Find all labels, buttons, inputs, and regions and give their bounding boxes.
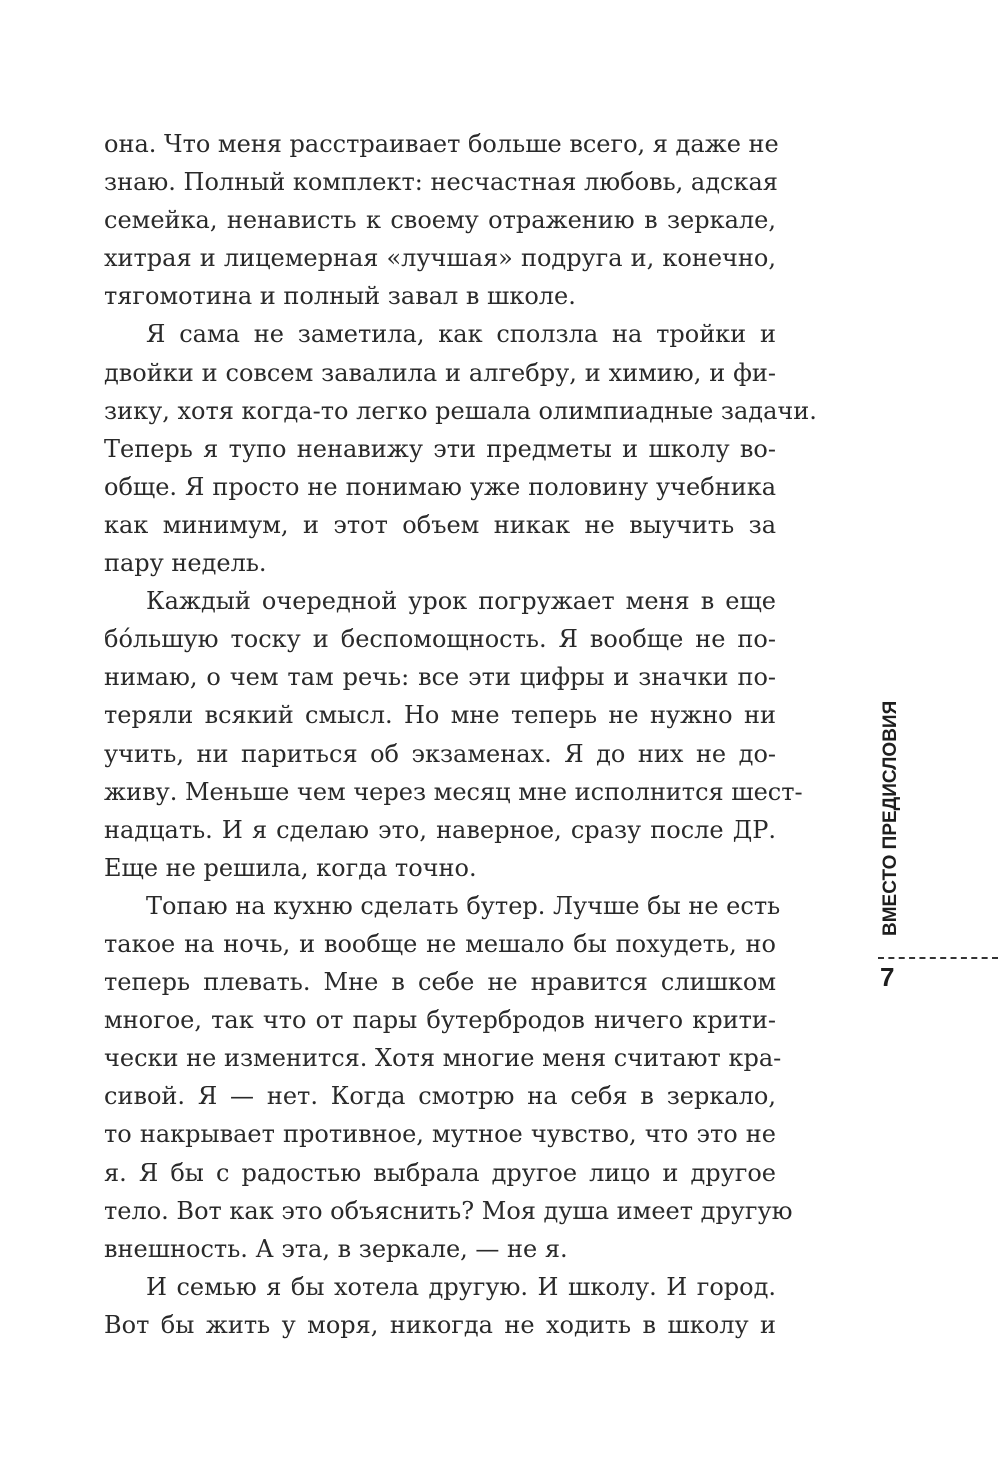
page-number: 7 — [880, 962, 895, 992]
text-line: я. Я бы с радостью выбрала другое лицо и другое — [104, 1158, 776, 1187]
text-line: И семью я бы хотела другую. И школу. И город. — [146, 1272, 776, 1301]
running-head-divider — [878, 957, 998, 959]
text-line: теперь плевать. Мне в себе не нравится слишком — [104, 968, 776, 997]
text-line: обще. Я просто не понимаю уже половину учебника — [104, 472, 776, 501]
paragraph — [104, 315, 817, 582]
running-head — [880, 700, 902, 936]
text-line: сивой. Я — нет. Когда смотрю на себя в зеркало, — [104, 1082, 776, 1111]
text-line: двойки и совсем завалила и алгебру, и химию, и фи- — [104, 358, 776, 387]
text-line: такое на ночь, и вообще не мешало бы похудеть, но — [104, 929, 776, 958]
text-line: учить, ни париться об экзаменах. Я до них не до- — [104, 739, 776, 768]
paragraph — [104, 582, 803, 887]
text-line: как минимум, и этот объем никак не выучить за — [104, 510, 776, 539]
text-line: Топаю на кухню сделать бутер. Лучше бы не есть — [146, 891, 781, 920]
paragraph — [104, 1268, 776, 1344]
text-line: Вот бы жить у моря, никогда не ходить в школу и — [104, 1310, 776, 1339]
text-line: Еще не решила, когда точно. — [104, 853, 477, 882]
text-line: внешность. А эта, в зеркале, — не я. — [104, 1234, 568, 1263]
body-text — [104, 125, 817, 1344]
text-line: она. Что меня расстраивает больше всего, я даже не — [104, 130, 779, 158]
text-line: многое, так что от пары бутербродов ничего крити- — [104, 1006, 776, 1035]
text-line: знаю. Полный комплект: несчастная любовь, адская — [104, 168, 778, 197]
text-line: Теперь я тупо ненавижу эти предметы и школу во- — [104, 434, 776, 463]
text-line: пару недель. — [104, 549, 267, 578]
text-line: чески не изменится. Хотя многие меня считают кра- — [104, 1044, 782, 1073]
text-line: теряли всякий смысл. Но мне теперь не нужно ни — [104, 701, 776, 730]
text-line: тело. Вот как это объяснить? Моя душа имеет другую — [104, 1196, 793, 1225]
text-line: бóльшую тоску и беспомощность. Я вообще не по- — [104, 625, 776, 654]
text-line: живу. Меньше чем через месяц мне исполнится шест- — [104, 777, 803, 806]
text-line: надцать. И я сделаю это, наверное, сразу после ДР. — [104, 815, 776, 844]
text-line: тягомотина и полный завал в школе. — [104, 282, 576, 311]
paragraph — [104, 125, 779, 315]
text-line: Я сама не заметила, как сползла на тройки и — [146, 320, 776, 349]
text-line: зику, хотя когда-то легко решала олимпиадные задачи. — [104, 396, 817, 425]
paragraph — [104, 887, 793, 1268]
text-line: семейка, ненависть к своему отражению в зеркале, — [104, 206, 776, 235]
text-line: нимаю, о чем там речь: все эти цифры и значки по- — [104, 663, 776, 692]
running-head-text: ВМЕСТО ПРЕДИСЛОВИЯ — [880, 700, 901, 936]
text-line: Каждый очередной урок погружает меня в еще — [146, 587, 776, 616]
text-line: то накрывает противное, мутное чувство, что это не — [104, 1120, 776, 1149]
text-line: хитрая и лицемерная «лучшая» подруга и, конечно, — [104, 244, 776, 273]
